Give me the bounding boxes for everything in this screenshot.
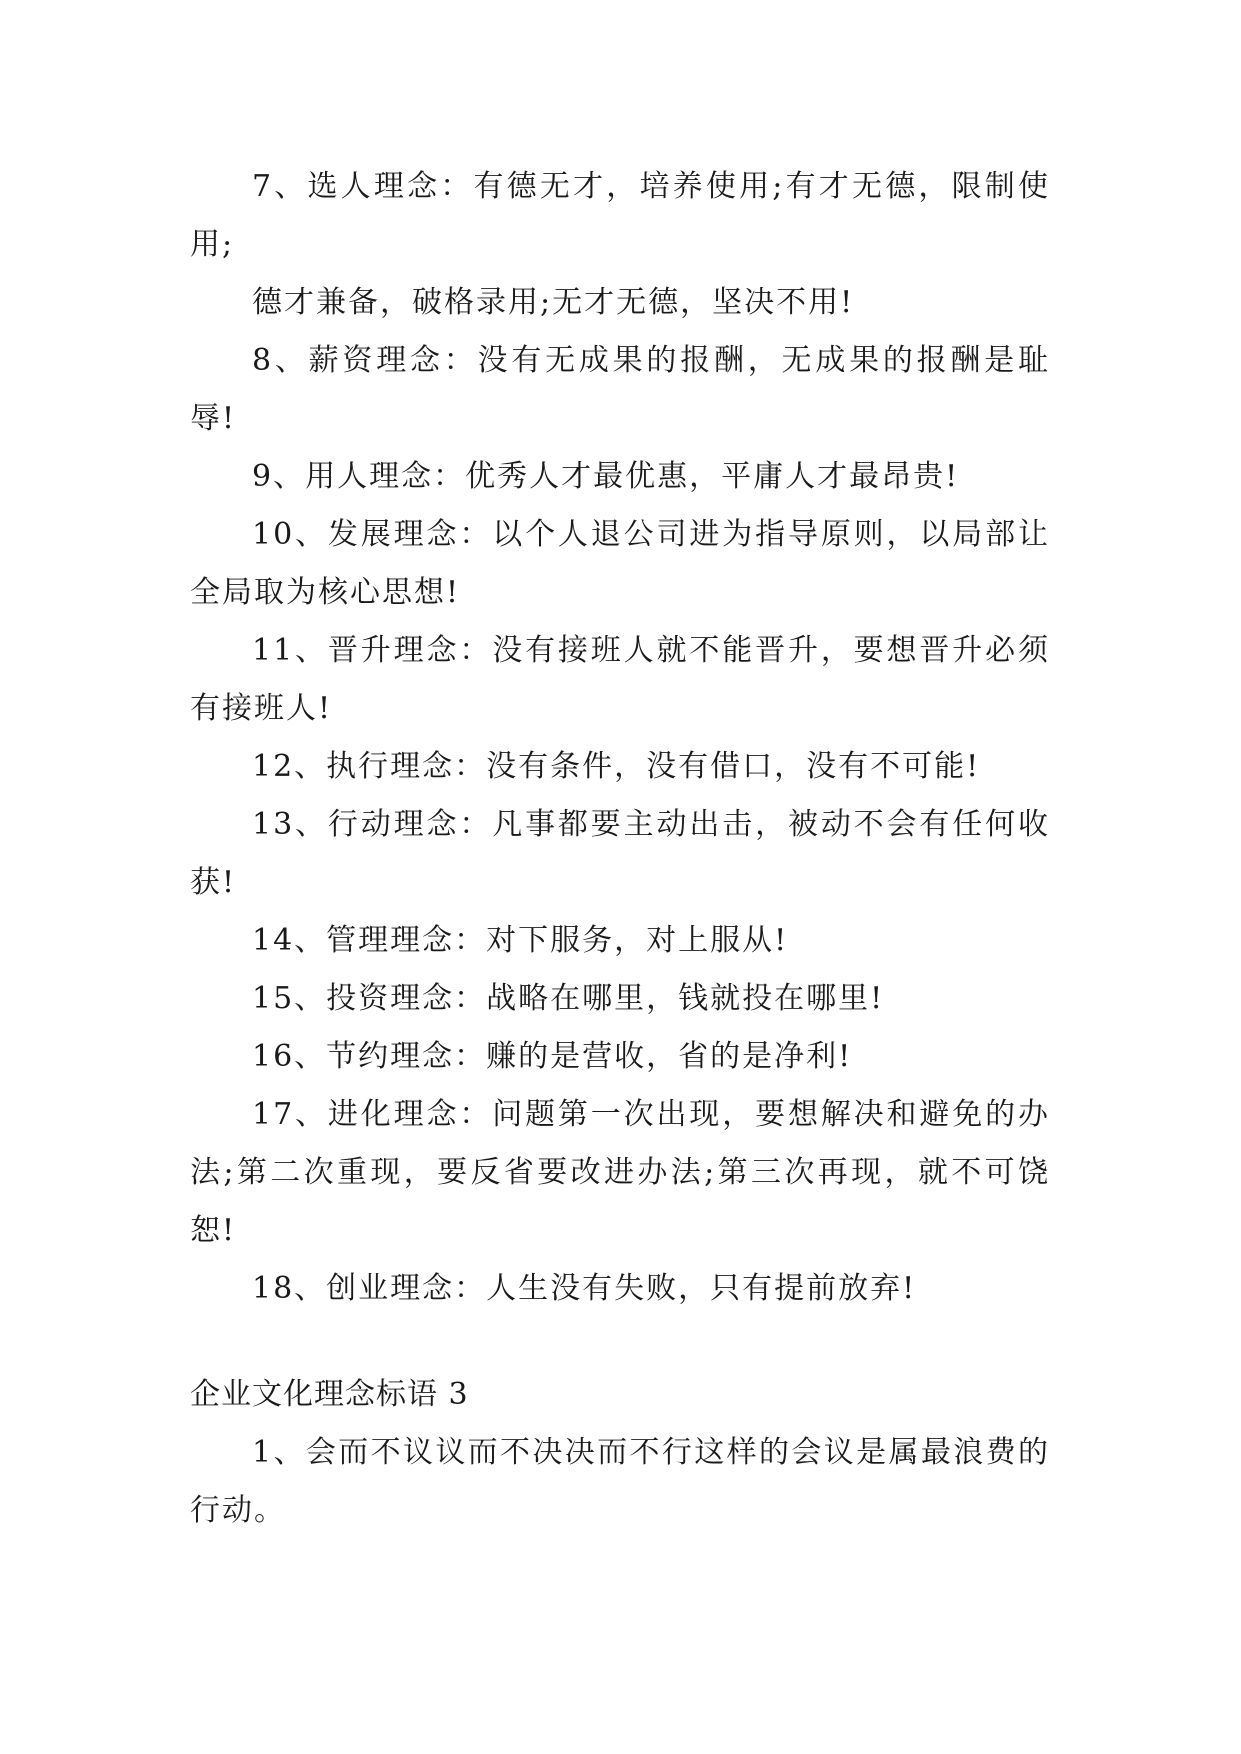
paragraph: 16、节约理念：赚的是营收，省的是净利! (252, 1039, 853, 1074)
paragraph: 12、执行理念：没有条件，没有借口，没有不可能! (252, 749, 981, 784)
paragraph: 17、进化理念：问题第一次出现，要想解决和避免的办法;第二次重现，要反省要改进办法;第三次再现，就不可饶恕! (190, 1097, 1050, 1248)
paragraph: 14、管理理念：对下服务，对上服从! (252, 923, 789, 958)
paragraph: 13、行动理念：凡事都要主动出击，被动不会有任何收获! (190, 807, 1050, 900)
paragraph: 7、选人理念：有德无才，培养使用;有才无德，限制使用; (190, 169, 1050, 262)
section-heading: 企业文化理念标语 3 (190, 1377, 469, 1412)
paragraph: 18、创业理念：人生没有失败，只有提前放弃! (252, 1271, 917, 1306)
paragraph: 10、发展理念：以个人退公司进为指导原则，以局部让全局取为核心思想! (190, 517, 1050, 610)
paragraph: 德才兼备，破格录用;无才无德，坚决不用! (252, 285, 855, 320)
paragraph: 15、投资理念：战略在哪里，钱就投在哪里! (252, 981, 885, 1016)
paragraph: 9、用人理念：优秀人才最优惠，平庸人才最昂贵! (252, 459, 960, 494)
document-body (190, 158, 1050, 1540)
paragraph: 11、晋升理念：没有接班人就不能晋升，要想晋升必须有接班人! (190, 633, 1050, 726)
paragraph: 8、薪资理念：没有无成果的报酬，无成果的报酬是耻辱! (190, 343, 1050, 436)
paragraph: 1、会而不议议而不决决而不行这样的会议是属最浪费的行动。 (190, 1435, 1050, 1528)
